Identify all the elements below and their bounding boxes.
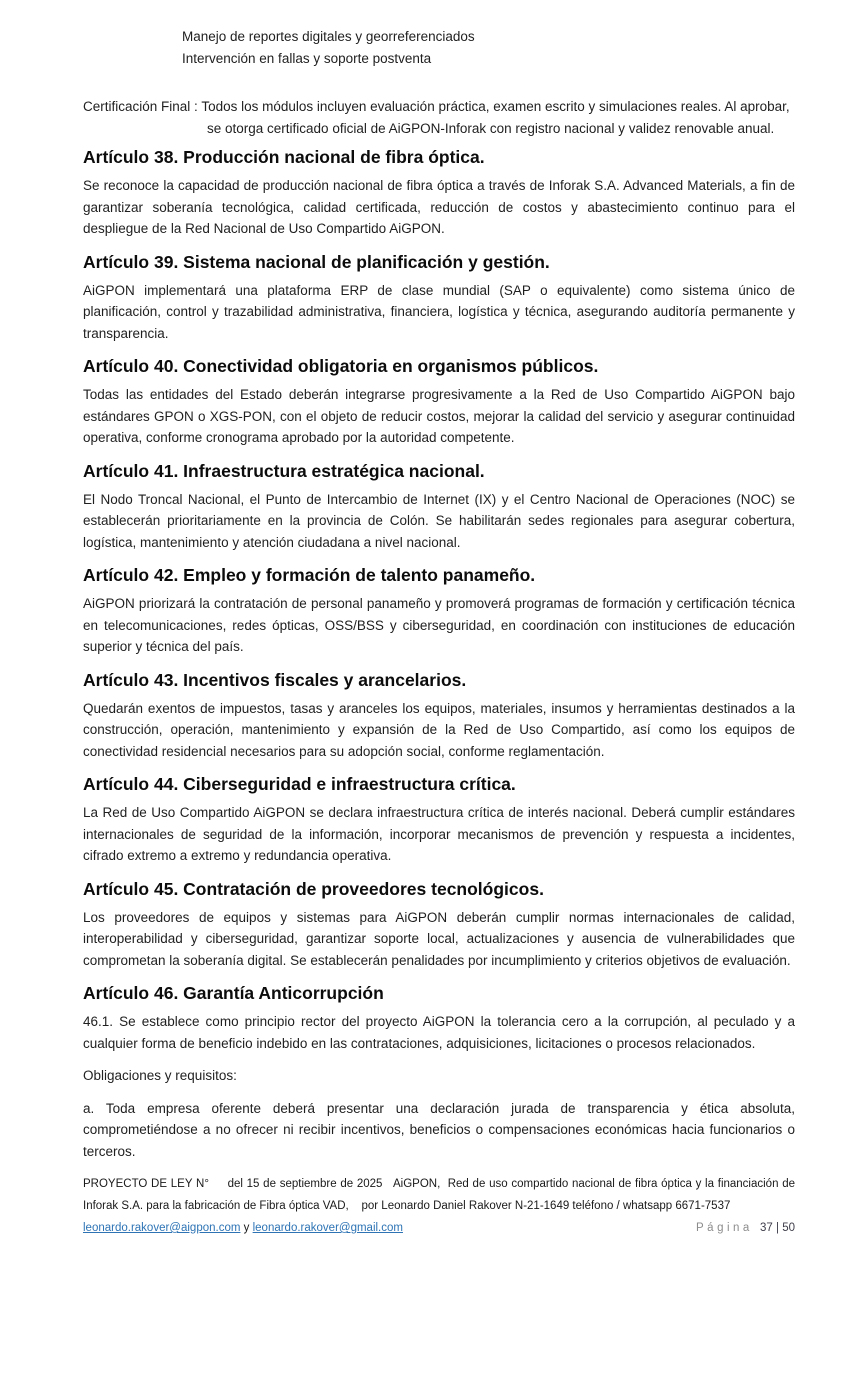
- article-paragraph: AiGPON priorizará la contratación de personal panameño y promoverá programas de formación y certificación técnica en telecomunicaciones, redes ópticas, OSS/BSS y ciberseguridad, en coordinación con instituciones de educación superior y técnica del país.: [83, 596, 795, 654]
- article-title: Artículo 41. Infraestructura estratégica nacional.: [83, 460, 485, 481]
- article-title: Artículo 43. Incentivos fiscales y arancelarios.: [83, 669, 467, 690]
- certification-paragraph: [83, 96, 795, 140]
- certification-text: Todos los módulos incluyen evaluación práctica, examen escrito y simulaciones reales. Al aprobar, se otorga certificado oficial de AiGPON-Inforak con registro nacional y validez renovable anual.: [201, 99, 790, 136]
- article-paragraph: Obligaciones y requisitos:: [83, 1068, 237, 1083]
- page-label: Página: [696, 1222, 753, 1234]
- article-section: [83, 251, 795, 345]
- article-section: [83, 669, 795, 763]
- certification-label: Certificación Final :: [83, 99, 198, 114]
- article-paragraph: Se reconoce la capacidad de producción nacional de fibra óptica a través de Inforak S.A. Advanced Materials, a fin de garantizar soberanía tecnológica, calidad certificada, reducción de costos y abastecimiento continuo para el despliegue de la Red Nacional de Uso Compartido AiGPON.: [83, 178, 795, 236]
- email-link-aigpon[interactable]: leonardo.rakover@aigpon.com: [83, 1222, 241, 1234]
- email-connector: y: [243, 1222, 250, 1234]
- article-section: [83, 564, 795, 658]
- article-title: Artículo 45. Contratación de proveedores tecnológicos.: [83, 878, 544, 899]
- article-title: Artículo 46. Garantía Anticorrupción: [83, 983, 384, 1003]
- article-paragraph: a. Toda empresa oferente deberá presentar una declaración jurada de transparencia y ética absoluta, comprometiéndose a no ofrecer ni recibir incentivos, beneficios o compensaciones económicas hacia funcionarios o terceros.: [83, 1100, 795, 1159]
- page-footer: [83, 1173, 795, 1239]
- article-section: [83, 146, 795, 240]
- article-paragraph: AiGPON implementará una plataforma ERP de clase mundial (SAP o equivalente) como sistema único de planificación, control y trazabilidad administrativa, financiera, logística y técnica, asegurando auditoría permanente y transparencia.: [83, 282, 795, 341]
- footer-page-indicator: [696, 1217, 795, 1239]
- article-paragraph: La Red de Uso Compartido AiGPON se declara infraestructura crítica de interés nacional. Deberá cumplir estándares internacionales de seguridad de la información, incorporar mecanismos de prevención y respuesta a incidentes, cifrado extremo a extremo y redundancia operativa.: [83, 805, 795, 863]
- article-section: [83, 878, 795, 972]
- article-title: Artículo 39. Sistema nacional de planificación y gestión.: [83, 251, 550, 272]
- article-title: Artículo 40. Conectividad obligatoria en organismos públicos.: [83, 356, 599, 376]
- footer-project-text: PROYECTO DE LEY N° del 15 de septiembre de 2025 AiGPON, Red de uso compartido nacional de fibra óptica y la financiación de Inforak S.A. para la fabricación de Fibra óptica VAD, por Leonardo Daniel Rakover N-21-1649 teléfono / whatsapp 6671-7537: [83, 1178, 795, 1212]
- article-title: Artículo 42. Empleo y formación de talento panameño.: [83, 565, 536, 585]
- header-line-2: Intervención en fallas y soporte postventa: [182, 51, 432, 66]
- article-title: Artículo 38. Producción nacional de fibra óptica.: [83, 147, 485, 167]
- footer-emails: [83, 1217, 403, 1239]
- article-paragraph: El Nodo Troncal Nacional, el Punto de Intercambio de Internet (IX) y el Centro Nacional de Operaciones (NOC) se establecerán prioritariamente en la provincia de Colón. Se habilitarán sedes regionales para asegurar cobertura, logística, mantenimiento y atención ciudadana a nivel nacional.: [83, 491, 795, 550]
- articles: [83, 146, 795, 1162]
- article-section: [83, 773, 795, 867]
- article-paragraph: Todas las entidades del Estado deberán integrarse progresivamente a la Red de Uso Compartido AiGPON bajo estándares GPON o XGS-PON, con el objeto de reducir costos, mejorar la calidad del servicio y asegurar continuidad operativa, conforme cronograma aprobado por la autoridad competente.: [83, 387, 795, 445]
- header-line-1: Manejo de reportes digitales y georreferenciados: [182, 29, 475, 44]
- article-section: [83, 460, 795, 554]
- page-header: [182, 26, 795, 70]
- article-paragraph: 46.1. Se establece como principio rector del proyecto AiGPON la tolerancia cero a la corrupción, al peculado y a cualquier forma de beneficio indebido en las contrataciones, adquisiciones, licitaciones o procesos relacionados.: [83, 1014, 795, 1051]
- article-title: Artículo 44. Ciberseguridad e infraestructura crítica.: [83, 774, 516, 794]
- article-paragraph: Los proveedores de equipos y sistemas para AiGPON deberán cumplir normas internacionales de calidad, interoperabilidad y ciberseguridad, garantizar soporte local, actualizaciones y ausencia de vulnerabilidades que comprometan la soberanía digital. Se establecerán penalidades por incumplimiento y criterios objetivos de evaluación.: [83, 909, 795, 968]
- email-link-gmail[interactable]: leonardo.rakover@gmail.com: [252, 1222, 403, 1234]
- article-section: [83, 982, 795, 1162]
- page-number: 37 | 50: [760, 1222, 795, 1234]
- article-section: [83, 355, 795, 449]
- footer-contact-line: [83, 1217, 795, 1239]
- article-paragraph: Quedarán exentos de impuestos, tasas y aranceles los equipos, materiales, insumos y herramientas destinados a la construcción, operación, mantenimiento y expansión de la Red de Uso Compartido, así como los equipos de conectividad residencial necesarios para su adopción social, conforme reglamentación.: [83, 700, 795, 759]
